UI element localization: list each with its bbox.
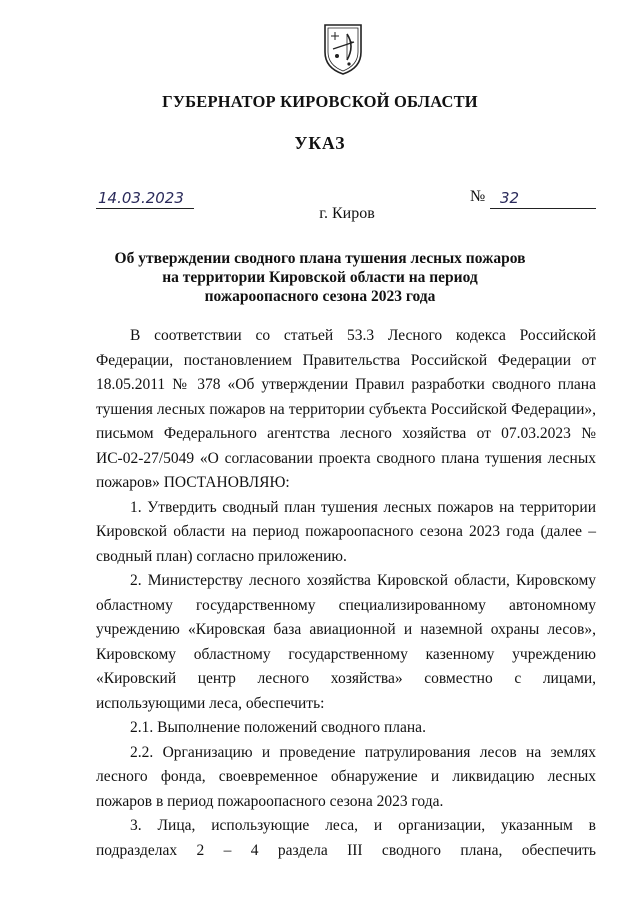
document-body: [96, 324, 596, 863]
paragraph-2-2: 2.2. Организацию и проведение патрулирования лесов на землях лесного фонда, своевременное обнаружение и ликвидацию лесных пожаров в период пожароопасного сезона 2023 года.: [96, 743, 596, 810]
title-line: Об утверждении сводного плана тушения лесных пожаров: [114, 250, 526, 267]
document-title: [90, 249, 550, 306]
coat-of-arms-icon: [321, 22, 365, 76]
document-type: УКАЗ: [294, 133, 346, 153]
paragraph-1: 1. Утвердить сводный план тушения лесных пожаров на территории Кировской области на период пожароопасного сезона 2023 года (далее – сводный план) согласно приложению.: [96, 498, 596, 565]
title-line: пожароопасного сезона 2023 года: [204, 288, 436, 305]
issuer-title: ГУБЕРНАТОР КИРОВСКОЙ ОБЛАСТИ: [162, 92, 478, 111]
city: г. Киров: [319, 205, 375, 222]
paragraph-3: 3. Лица, использующие леса, и организации, указанным в подразделах 2 – 4 раздела III сводного плана, обеспечить: [96, 817, 596, 859]
paragraph-preamble: В соответствии со статьей 53.3 Лесного кодекса Российской Федерации, постановлением Правительства Российской Федерации от 18.05.2011 № 378 «Об утверждении Правил разработки сводного плана тушения лесных пожаров на территории субъекта Российской Федерации», письмом Федерального агентства лесного хозяйства от 07.03.2023 № ИС-02-27/5049 «О согласовании проекта сводного плана тушения лесных пожаров» ПОСТАНОВЛЯЮ:: [96, 327, 596, 491]
paragraph-2-1: 2.1. Выполнение положений сводного плана.: [130, 719, 426, 736]
number-label: №: [470, 188, 486, 205]
paragraph-2: 2. Министерству лесного хозяйства Кировской области, Кировскому областному государственному специализированному автономному учреждению «Кировская база авиационной и наземной охраны лесов», Кировскому областному государственному казенному учреждению «Кировский центр лесного хозяйства» совместно с лицами, использующими леса, обеспечить:: [96, 572, 596, 712]
date-value: 14.03.2023: [98, 189, 184, 207]
number-value: 32: [500, 189, 520, 207]
title-line: на территории Кировской области на период: [162, 269, 478, 286]
